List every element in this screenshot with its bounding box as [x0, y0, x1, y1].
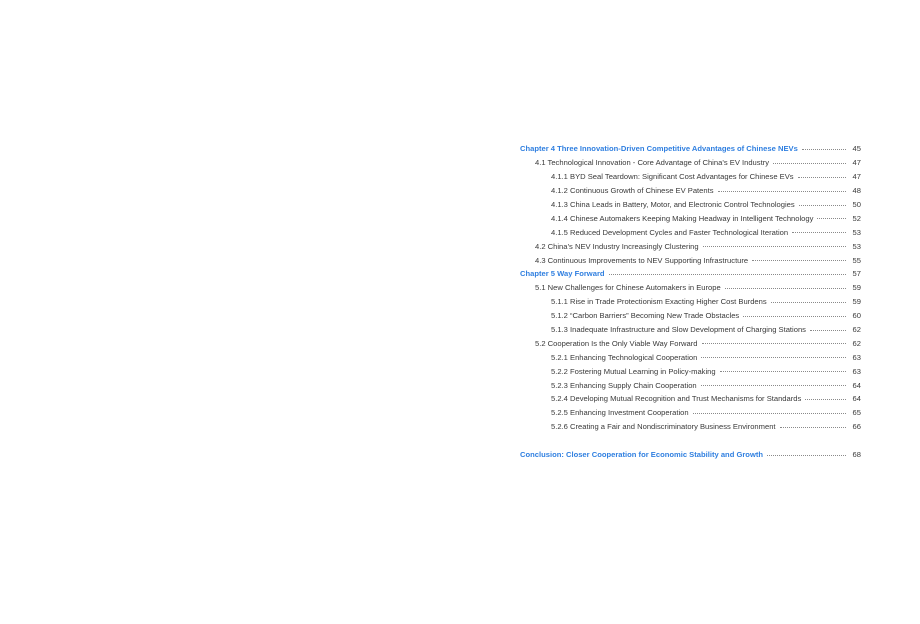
toc-page-number: 59	[852, 283, 861, 293]
toc-page-number: 62	[852, 325, 861, 335]
toc-entry-title: 4.1 Technological Innovation - Core Advantage of China’s EV Industry	[535, 158, 770, 168]
toc-entry-title: Chapter 5 Way Forward	[520, 269, 605, 279]
toc-subsection-entry[interactable]	[520, 364, 861, 378]
toc-subsection-entry[interactable]	[520, 225, 861, 239]
toc-dot-leader	[817, 218, 846, 219]
toc-page-number: 57	[852, 269, 861, 279]
toc-dot-leader	[798, 177, 846, 178]
toc-subsection-entry[interactable]	[520, 198, 861, 212]
toc-page-number: 52	[852, 213, 861, 223]
toc-dot-leader	[802, 149, 846, 150]
toc-page-number: 68	[852, 450, 861, 460]
toc-section-entry[interactable]	[520, 253, 861, 267]
toc-subsection-entry[interactable]	[520, 323, 861, 337]
toc-dot-leader	[771, 302, 846, 303]
toc-page-number: 63	[852, 366, 861, 376]
toc-entry-title: 4.1.2 Continuous Growth of Chinese EV Patents	[551, 186, 714, 196]
toc-entry-title: 5.1.3 Inadequate Infrastructure and Slow Development of Charging Stations	[551, 325, 806, 335]
toc-page-number: 59	[852, 297, 861, 307]
toc-page-number: 66	[852, 422, 861, 432]
toc-entry-title: 4.1.3 China Leads in Battery, Motor, and Electronic Control Technologies	[551, 200, 795, 209]
toc-chapter-entry[interactable]	[520, 267, 861, 281]
toc-dot-leader	[609, 274, 846, 275]
toc-page-number: 63	[852, 352, 861, 362]
toc-dot-leader	[773, 163, 846, 164]
toc-entry-title: 5.1.1 Rise in Trade Protectionism Exacting Higher Cost Burdens	[551, 297, 767, 307]
toc-dot-leader	[703, 246, 846, 247]
toc-subsection-entry[interactable]	[520, 392, 861, 406]
toc-dot-leader	[693, 413, 846, 414]
toc-dot-leader	[743, 316, 846, 317]
toc-dot-leader	[720, 371, 846, 372]
toc-chapter-entry[interactable]	[520, 448, 861, 462]
toc-dot-leader	[701, 385, 846, 386]
toc-chapter-entry[interactable]	[520, 142, 861, 156]
toc-entry-title: 5.2.2 Fostering Mutual Learning in Policy-making	[551, 366, 716, 376]
toc-page-number: 65	[852, 408, 861, 418]
toc-entry-title: 4.1.4 Chinese Automakers Keeping Making Headway in Intelligent Technology	[551, 213, 814, 223]
toc-dot-leader	[805, 399, 846, 400]
toc-page-number: 62	[852, 338, 861, 348]
toc-entry-title: Conclusion: Closer Cooperation for Economic Stability and Growth	[520, 450, 764, 460]
toc-dot-leader	[810, 330, 846, 331]
toc-entry-title: 4.1.1 BYD Seal Teardown: Significant Cost Advantages for Chinese EVs	[551, 172, 794, 182]
toc-entry-title: 5.2.1 Enhancing Technological Cooperation	[551, 352, 698, 362]
toc-dot-leader	[792, 232, 846, 233]
toc-entry-title: 4.3 Continuous Improvements to NEV Supporting Infrastructure	[535, 255, 749, 265]
toc-subsection-entry[interactable]	[520, 378, 861, 392]
toc-entry-title: 4.1.5 Reduced Development Cycles and Faster Technological Iteration	[551, 227, 789, 237]
toc-subsection-entry[interactable]	[520, 170, 861, 184]
toc-dot-leader	[725, 288, 846, 289]
toc-page-number: 47	[852, 158, 861, 168]
toc-dot-leader	[718, 191, 846, 192]
toc-page-number: 55	[852, 255, 861, 265]
toc-dot-leader	[780, 427, 846, 428]
toc-dot-leader	[701, 357, 846, 358]
table-of-contents	[520, 142, 861, 461]
toc-entry-title: 5.1 New Challenges for Chinese Automakers in Europe	[535, 283, 721, 293]
toc-page-number: 45	[852, 144, 861, 154]
toc-entry-title: 5.2.6 Creating a Fair and Nondiscriminatory Business Environment	[551, 422, 776, 432]
toc-entry-title: 5.2.4 Developing Mutual Recognition and Trust Mechanisms for Standards	[551, 394, 802, 404]
toc-subsection-entry[interactable]	[520, 420, 861, 434]
toc-subsection-entry[interactable]	[520, 295, 861, 309]
toc-dot-leader	[752, 260, 846, 261]
toc-subsection-entry[interactable]	[520, 350, 861, 364]
toc-dot-leader	[799, 205, 846, 206]
toc-entry-title: 4.2 China’s NEV Industry Increasingly Clustering	[535, 241, 699, 251]
toc-page-number: 53	[852, 227, 861, 237]
toc-page-number: 64	[852, 394, 861, 404]
toc-dot-leader	[767, 455, 846, 456]
toc-section-entry[interactable]	[520, 336, 861, 350]
toc-page-number: 50	[852, 200, 861, 209]
toc-page-number: 64	[852, 380, 861, 390]
toc-entry-title: 5.2 Cooperation Is the Only Viable Way Forward	[535, 338, 698, 348]
toc-entry-title: 5.1.2 “Carbon Barriers” Becoming New Trade Obstacles	[551, 311, 740, 321]
toc-subsection-entry[interactable]	[520, 211, 861, 225]
toc-page-number: 48	[852, 186, 861, 196]
toc-entry-title: Chapter 4 Three Innovation-Driven Competitive Advantages of Chinese NEVs	[520, 144, 798, 154]
toc-subsection-entry[interactable]	[520, 309, 861, 323]
toc-entry-title: 5.2.3 Enhancing Supply Chain Cooperation	[551, 380, 697, 390]
toc-section-entry[interactable]	[520, 281, 861, 295]
toc-page-number: 60	[852, 311, 861, 321]
toc-section-entry[interactable]	[520, 156, 861, 170]
toc-dot-leader	[702, 343, 846, 344]
toc-subsection-entry[interactable]	[520, 184, 861, 198]
toc-page-number: 53	[852, 241, 861, 251]
toc-section-entry[interactable]	[520, 239, 861, 253]
toc-subsection-entry[interactable]	[520, 406, 861, 420]
toc-entry-title: 5.2.5 Enhancing Investment Cooperation	[551, 408, 689, 418]
toc-page-number: 47	[852, 172, 861, 182]
